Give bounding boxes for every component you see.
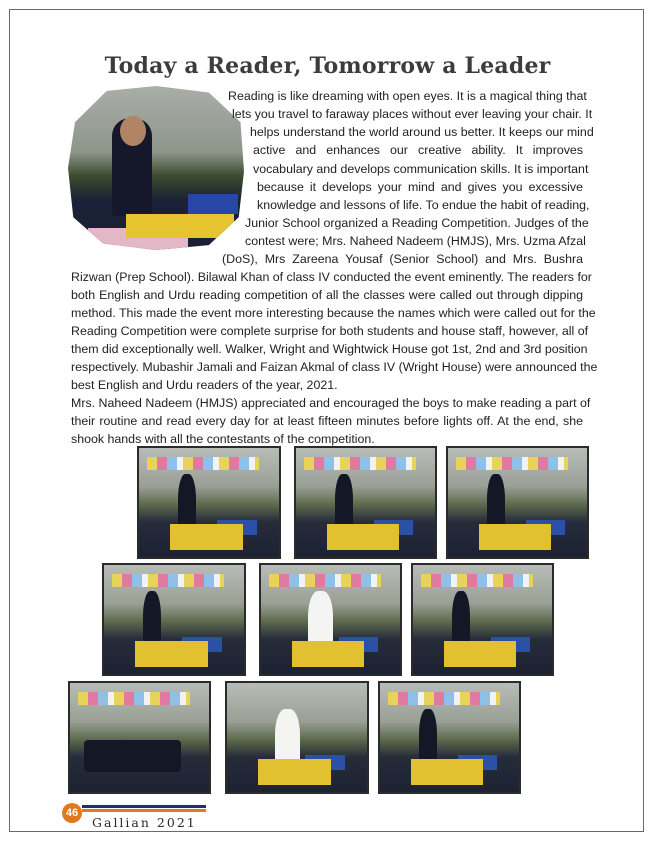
article-line: Junior School organized a Reading Competition. Judges of the <box>245 216 589 230</box>
gallery-photo <box>446 446 589 559</box>
article-line: method. This made the event more interesting because the names which were called out for the <box>71 306 596 320</box>
gallery-photo <box>102 563 246 676</box>
article-line: contest were; Mrs. Naheed Nadeem (HMJS), Mrs. Uzma Afzal <box>245 234 586 248</box>
article-line: (DoS), Mrs Zareena Yousaf (Senior School) and Mrs. Bushra <box>222 252 583 266</box>
gallery-photo <box>294 446 437 559</box>
article-line: best English and Urdu readers of the year, 2021. <box>71 378 338 392</box>
gallery-photo <box>259 563 402 676</box>
footer-rule-blue <box>82 805 206 808</box>
hero-photo <box>68 86 244 250</box>
gallery-photo <box>411 563 554 676</box>
article-line: active and enhances our creative ability. It improves <box>253 143 583 157</box>
article-line: respectively. Mubashir Jamali and Faizan Akmal of class IV (Wright House) were announced the <box>71 360 598 374</box>
gallery-photo <box>68 681 211 794</box>
article-line: because it develops your mind and gives you excessive <box>257 180 583 194</box>
gallery-photo <box>225 681 369 794</box>
article-line: knowledge and lessons of life. To endue the habit of reading, <box>257 198 590 212</box>
footer-rule-orange <box>82 809 206 812</box>
article-line: Reading Competition were complete surprise for both students and house staff, however, all of <box>71 324 589 338</box>
gallery-photo <box>378 681 521 794</box>
gallery-photo <box>137 446 281 559</box>
article-line: lets you travel to faraway places without ever leaving your chair. It <box>232 107 593 121</box>
article-line: both English and Urdu reading competition of all the classes were called out through dipping <box>71 288 583 302</box>
page-title: Today a Reader, Tomorrow a Leader <box>104 53 551 79</box>
page-number: 46 <box>62 803 82 823</box>
article-line: Reading is like dreaming with open eyes. It is a magical thing that <box>228 89 587 103</box>
publication-name: Gallian 2021 <box>92 815 197 830</box>
article-line: vocabulary and develops communication skills. It is important <box>253 162 589 176</box>
article-line: Rizwan (Prep School). Bilawal Khan of class IV conducted the event eminently. The readers for <box>71 270 592 284</box>
article-line: shook hands with all the contestants of the competition. <box>71 432 375 446</box>
article-line: them did exceptionally well. Walker, Wright and Wightwick House got 1st, 2nd and 3rd position <box>71 342 588 356</box>
article-line: helps understand the world around us better. It keeps our mind <box>250 125 594 139</box>
article-line: Mrs. Naheed Nadeem (HMJS) appreciated and encouraged the boys to make reading a part of <box>71 396 591 410</box>
article-line: their routine and read every day for at least fifteen minutes before lights off. At the end, she <box>71 414 583 428</box>
